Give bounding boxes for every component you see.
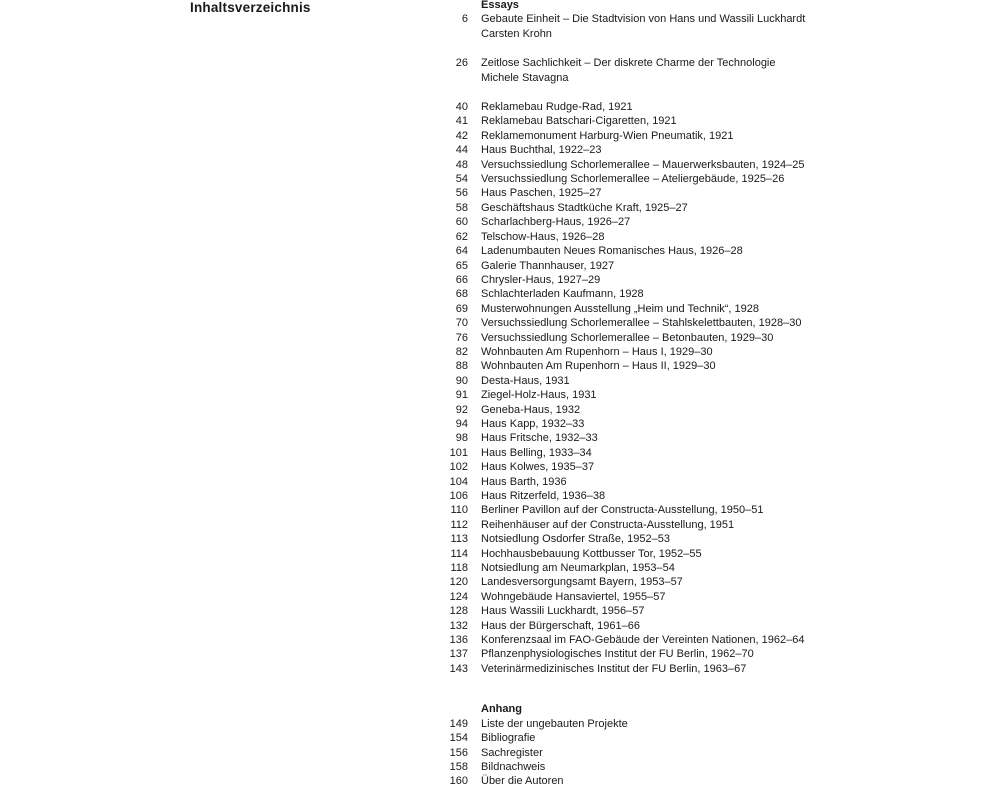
toc-row xyxy=(440,331,985,345)
essay-item xyxy=(440,12,985,41)
toc-row xyxy=(440,604,985,618)
toc-row xyxy=(440,259,985,273)
toc-row xyxy=(440,503,985,517)
essay-author: Michele Stavagna xyxy=(481,71,569,84)
entry-title: Haus Kolwes, 1935–37 xyxy=(481,461,595,474)
page-number: 106 xyxy=(449,490,468,502)
page-number: 120 xyxy=(449,576,468,589)
entry-title: Wohngebäude Hansaviertel, 1955–57 xyxy=(481,590,666,603)
entry-title: Reihenhäuser auf der Constructa-Ausstellung, 1951 xyxy=(481,518,735,531)
page-number: 128 xyxy=(449,605,468,618)
entry-title: Versuchssiedlung Schorlemerallee – Ateliergebäude, 1925–26 xyxy=(481,173,785,186)
page-number: 82 xyxy=(455,345,468,358)
entry-title: Liste der ungebauten Projekte xyxy=(481,717,628,730)
toc-row xyxy=(440,489,985,503)
toc-row xyxy=(440,56,985,70)
entry-title: Landesversorgungsamt Bayern, 1953–57 xyxy=(481,576,683,589)
page-title: Inhaltsverzeichnis xyxy=(190,0,311,15)
toc-row xyxy=(440,215,985,229)
entry-title: Chrysler-Haus, 1927–29 xyxy=(481,273,601,286)
essay-item xyxy=(440,56,985,85)
page-number: 110 xyxy=(450,504,468,517)
entry-title: Berliner Pavillon auf der Constructa-Ausstellung, 1950–51 xyxy=(481,504,764,517)
page-number: 44 xyxy=(455,144,468,157)
toc-row xyxy=(440,287,985,301)
page-number: 41 xyxy=(455,115,468,128)
entry-title: Notsiedlung am Neumarkplan, 1953–54 xyxy=(481,562,675,575)
toc-row xyxy=(440,731,985,745)
page-number: 137 xyxy=(449,648,468,661)
toc-row xyxy=(440,575,985,589)
essay-title: Zeitlose Sachlichkeit – Der diskrete Charme der Technologie xyxy=(481,57,776,70)
entry-title: Hochhausbebauung Kottbusser Tor, 1952–55 xyxy=(481,547,702,560)
page-number: 91 xyxy=(455,389,468,402)
page-number: 118 xyxy=(450,562,468,575)
essay-author: Carsten Krohn xyxy=(481,27,552,40)
toc-row xyxy=(440,230,985,244)
entry-title: Schlachterladen Kaufmann, 1928 xyxy=(481,288,644,301)
page-number: 26 xyxy=(455,57,468,70)
page-number: 40 xyxy=(455,101,468,114)
toc-row xyxy=(440,518,985,532)
page-number: 124 xyxy=(449,590,468,603)
entry-title: Konferenzsaal im FAO-Gebäude der Vereinten Nationen, 1962–64 xyxy=(481,634,805,647)
entry-title: Ladenumbauten Neues Romanisches Haus, 1926–28 xyxy=(481,245,743,258)
toc-row xyxy=(440,561,985,575)
toc-row xyxy=(440,114,985,128)
toc-row xyxy=(440,662,985,676)
entry-title: Veterinärmedizinisches Institut der FU Berlin, 1963–67 xyxy=(481,662,747,675)
page-number: 48 xyxy=(455,158,468,171)
entry-title: Wohnbauten Am Rupenhorn – Haus II, 1929–30 xyxy=(481,360,716,373)
section-heading-essays: Essays xyxy=(481,0,519,11)
entry-title: Galerie Thannhauser, 1927 xyxy=(481,259,615,272)
entry-title: Geneba-Haus, 1932 xyxy=(481,403,581,416)
page-number: 102 xyxy=(449,461,468,474)
entry-title: Haus Buchthal, 1922–23 xyxy=(481,144,602,157)
toc-row xyxy=(440,417,985,431)
entry-title: Haus Ritzerfeld, 1936–38 xyxy=(481,490,606,502)
entry-title: Haus Paschen, 1925–27 xyxy=(481,187,602,200)
page-number: 101 xyxy=(449,446,468,459)
entry-title: Telschow-Haus, 1926–28 xyxy=(481,230,605,243)
page-number: 54 xyxy=(455,173,468,186)
page-number: 112 xyxy=(450,518,468,531)
toc-row xyxy=(440,129,985,143)
toc-row xyxy=(440,201,985,215)
page-number: 58 xyxy=(455,201,468,214)
page-number: 6 xyxy=(461,13,468,26)
entry-title: Sachregister xyxy=(481,746,543,759)
section-heading-anhang: Anhang xyxy=(481,703,522,716)
page-number: 68 xyxy=(455,288,468,301)
toc-row xyxy=(440,359,985,373)
toc-row xyxy=(440,717,985,731)
page-number: 70 xyxy=(455,317,468,330)
entry-title: Musterwohnungen Ausstellung „Heim und Technik“, 1928 xyxy=(481,302,760,315)
page-number: 136 xyxy=(449,634,468,647)
page-number: 76 xyxy=(455,331,468,344)
entry-title: Versuchssiedlung Schorlemerallee – Mauerwerksbauten, 1924–25 xyxy=(481,158,805,171)
entry-title: Haus Fritsche, 1932–33 xyxy=(481,432,598,445)
page-number: 42 xyxy=(455,129,468,142)
toc-row xyxy=(440,172,985,186)
toc-row xyxy=(440,388,985,402)
essays-list xyxy=(440,12,985,85)
entry-title: Geschäftshaus Stadtküche Kraft, 1925–27 xyxy=(481,201,688,214)
entry-title: Pflanzenphysiologisches Institut der FU Berlin, 1962–70 xyxy=(481,648,754,661)
essay-title: Gebaute Einheit – Die Stadtvision von Hans und Wassili Luckhardt xyxy=(481,13,806,26)
page-number: 132 xyxy=(449,619,468,632)
page-number: 154 xyxy=(449,732,468,745)
entry-title: Haus Belling, 1933–34 xyxy=(481,446,592,459)
entry-title: Reklamemonument Harburg-Wien Pneumatik, 1921 xyxy=(481,129,734,142)
toc-row xyxy=(440,446,985,460)
toc-row xyxy=(440,273,985,287)
toc-row xyxy=(440,374,985,388)
entry-title: Haus Kapp, 1932–33 xyxy=(481,417,585,430)
entry-title: Reklamebau Batschari-Cigaretten, 1921 xyxy=(481,115,677,128)
toc-row xyxy=(440,302,985,316)
entry-title: Wohnbauten Am Rupenhorn – Haus I, 1929–30 xyxy=(481,345,713,358)
page-number: 64 xyxy=(455,245,468,258)
toc-row xyxy=(440,647,985,661)
toc-row xyxy=(440,12,985,26)
entry-title: Scharlachberg-Haus, 1926–27 xyxy=(481,216,631,229)
table-of-contents xyxy=(440,0,985,789)
page-number: 62 xyxy=(455,230,468,243)
toc-row xyxy=(440,345,985,359)
toc-row xyxy=(440,158,985,172)
entry-title: Versuchssiedlung Schorlemerallee – Betonbauten, 1929–30 xyxy=(481,331,774,344)
toc-row xyxy=(440,532,985,546)
page-number: 69 xyxy=(455,302,468,315)
entry-title: Haus Wassili Luckhardt, 1956–57 xyxy=(481,605,645,618)
page-number: 160 xyxy=(449,775,468,788)
toc-row xyxy=(440,403,985,417)
anhang-list xyxy=(440,717,985,789)
entry-title: Haus Barth, 1936 xyxy=(481,475,567,488)
page-number: 65 xyxy=(455,259,468,272)
page-number: 92 xyxy=(455,403,468,416)
page-number: 113 xyxy=(450,533,468,546)
toc-row xyxy=(440,746,985,760)
toc-row xyxy=(440,619,985,633)
toc-row xyxy=(440,760,985,774)
toc-row xyxy=(440,590,985,604)
entry-title: Bibliografie xyxy=(481,732,536,745)
page-number: 88 xyxy=(455,360,468,373)
toc-row xyxy=(440,774,985,788)
page-number: 94 xyxy=(455,417,468,430)
works-list xyxy=(440,100,985,676)
toc-row xyxy=(440,547,985,561)
toc-row xyxy=(440,431,985,445)
page-number: 66 xyxy=(455,273,468,286)
toc-row xyxy=(440,143,985,157)
toc-row xyxy=(440,475,985,489)
entry-title: Notsiedlung Osdorfer Straße, 1952–53 xyxy=(481,533,670,546)
toc-row xyxy=(440,244,985,258)
toc-row xyxy=(440,460,985,474)
entry-title: Desta-Haus, 1931 xyxy=(481,374,570,387)
page-number: 60 xyxy=(455,216,468,229)
entry-title: Haus der Bürgerschaft, 1961–66 xyxy=(481,619,640,632)
page-number: 90 xyxy=(455,374,468,387)
entry-title: Über die Autoren xyxy=(481,775,564,788)
page-number: 104 xyxy=(449,475,468,488)
page-number: 114 xyxy=(450,547,468,560)
page-number: 149 xyxy=(449,717,468,730)
entry-title: Reklamebau Rudge-Rad, 1921 xyxy=(481,101,633,114)
toc-row xyxy=(440,316,985,330)
entry-title: Bildnachweis xyxy=(481,760,546,773)
page-number: 156 xyxy=(449,746,468,759)
toc-row xyxy=(440,186,985,200)
page-number: 56 xyxy=(455,187,468,200)
page-number: 158 xyxy=(449,760,468,773)
page-number: 143 xyxy=(449,662,468,675)
toc-row xyxy=(440,633,985,647)
entry-title: Versuchssiedlung Schorlemerallee – Stahlskelettbauten, 1928–30 xyxy=(481,317,802,330)
page-number: 98 xyxy=(455,432,468,445)
toc-row xyxy=(440,100,985,114)
entry-title: Ziegel-Holz-Haus, 1931 xyxy=(481,389,597,402)
